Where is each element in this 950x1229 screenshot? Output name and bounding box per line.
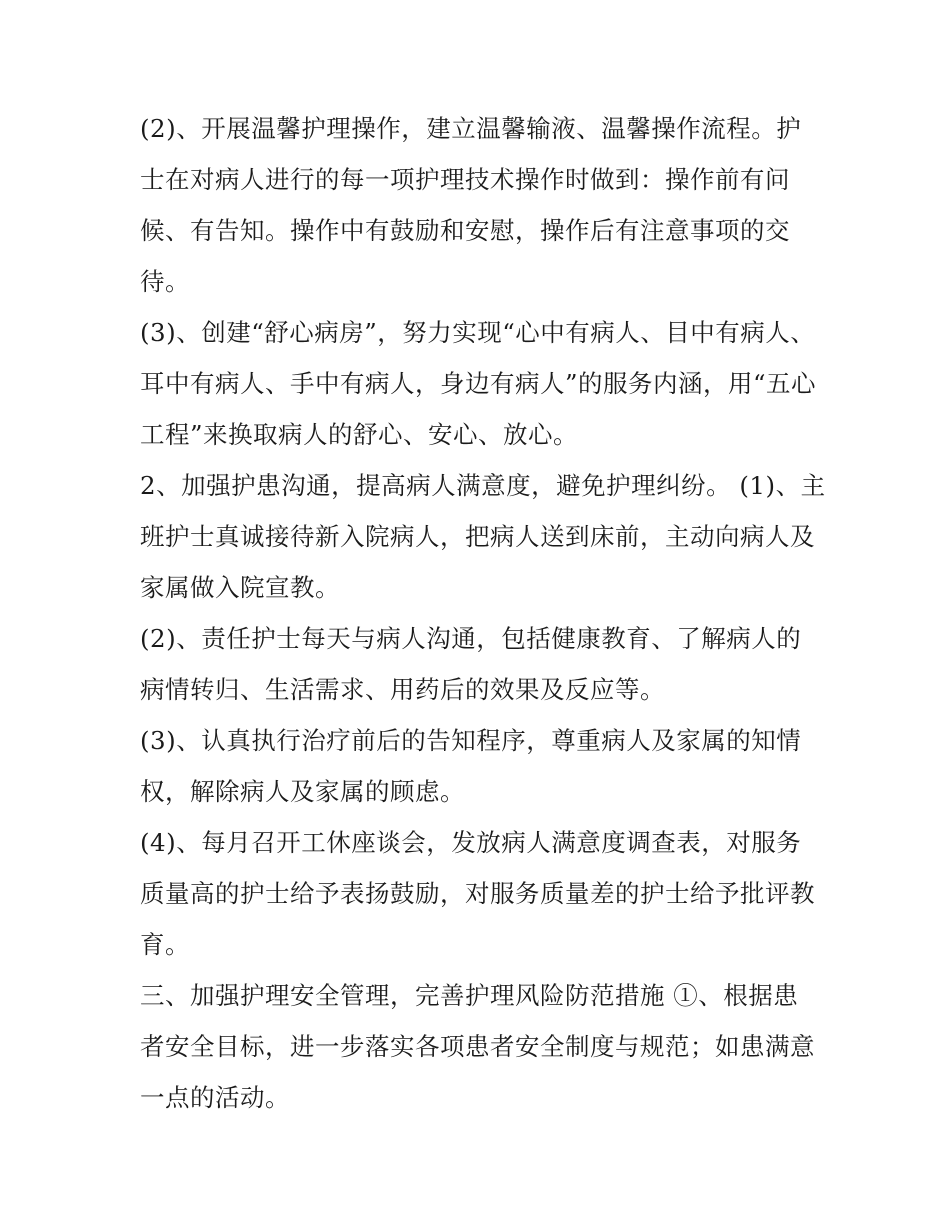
paragraph-safety-management [140, 970, 820, 1123]
paragraph-warm-nursing [140, 103, 820, 307]
text-line: 权，解除病人及家属的顾虑。 [140, 777, 465, 806]
text-line: 三、加强护理安全管理，完善护理风险防范措施 ①、根据患 [140, 981, 799, 1010]
text-line: 2、加强护患沟通，提高病人满意度，避免护理纠纷。 (1)、主 [140, 471, 826, 500]
text-line: 待。 [140, 267, 190, 296]
paragraph-comfort-ward [140, 307, 820, 460]
paragraph-informed-consent [140, 715, 820, 817]
text-line: 质量高的护士给予表扬鼓励，对服务质量差的护士给予批评教 [140, 879, 815, 908]
text-line: (3)、创建“舒心病房”，努力实现“心中有病人、目中有病人、 [140, 318, 816, 347]
text-line: (4)、每月召开工休座谈会，发放病人满意度调查表，对服务 [140, 828, 802, 857]
paragraph-daily-communication [140, 613, 820, 715]
text-line: 班护士真诚接待新入院病人，把病人送到床前，主动向病人及 [140, 522, 815, 551]
text-line: 工程”来换取病人的舒心、安心、放心。 [140, 420, 579, 449]
text-line: 候、有告知。操作中有鼓励和安慰，操作后有注意事项的交 [140, 216, 790, 245]
text-line: (2)、开展温馨护理操作，建立温馨输液、温馨操作流程。护 [140, 114, 802, 143]
text-line: (2)、责任护士每天与病人沟通，包括健康教育、了解病人的 [140, 624, 802, 653]
document-body [140, 103, 826, 1123]
text-line: 耳中有病人、手中有病人，身边有病人”的服务内涵，用“五心 [140, 369, 817, 398]
text-line: 病情转归、生活需求、用药后的效果及反应等。 [140, 675, 665, 704]
paragraph-communication [140, 460, 826, 613]
paragraph-monthly-meeting [140, 817, 820, 970]
text-line: 家属做入院宣教。 [140, 573, 340, 602]
text-line: 者安全目标，进一步落实各项患者安全制度与规范；如患满意 [140, 1032, 815, 1061]
text-line: 士在对病人进行的每一项护理技术操作时做到：操作前有问 [140, 165, 790, 194]
text-line: 一点的活动。 [140, 1083, 290, 1112]
text-line: (3)、认真执行治疗前后的告知程序，尊重病人及家属的知情 [140, 726, 802, 755]
text-line: 育。 [140, 930, 190, 959]
